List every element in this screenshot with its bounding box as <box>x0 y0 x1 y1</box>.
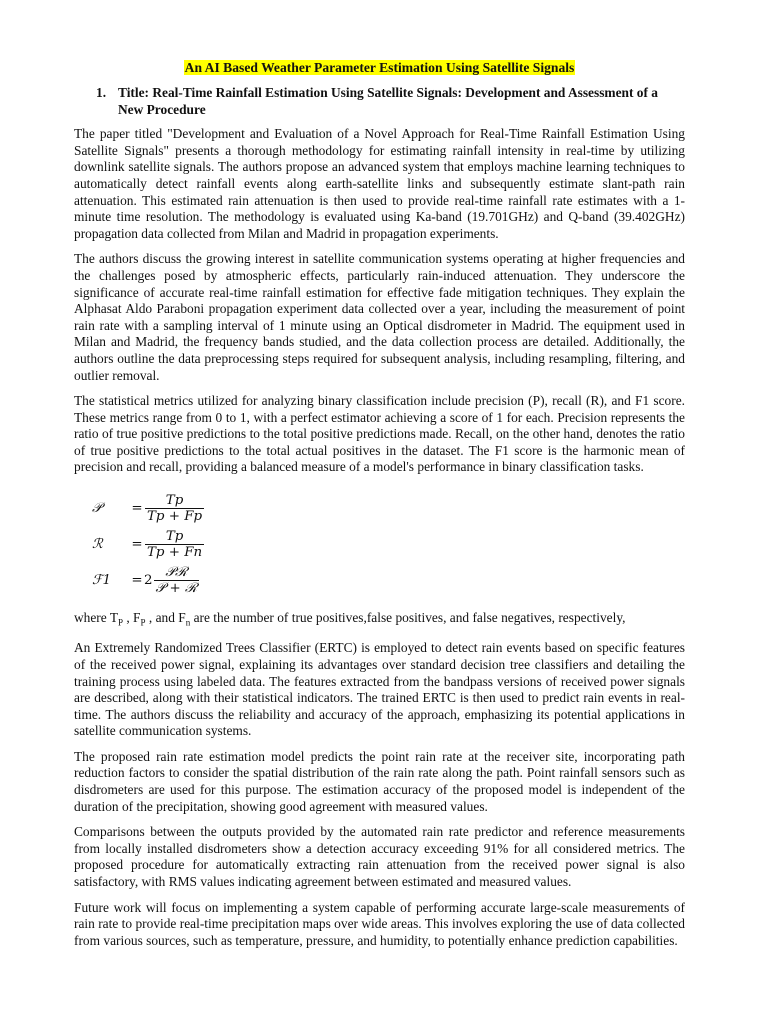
where-sub-fn: n <box>185 617 191 628</box>
document-title-text: An AI Based Weather Parameter Estimation Using Satellite Signals <box>184 60 575 75</box>
paragraph-ertc: An Extremely Randomized Trees Classifier (ERTC) is employed to detect rain events based on specific features of the received power signal, explaining its advantages over standard decision tree classifiers and detailing the training process using labeled data. The features extracted from the bandpass versions of received power signals are described, along with their statistical indicators. The trained ERTC is then used to predict rain events in real-time. The authors discuss the reliability and accuracy of the approach, emphasizing its potential applications in satellite communication systems. <box>74 640 685 739</box>
formula-fraction <box>145 493 204 524</box>
where-sub-tp: P <box>118 617 124 628</box>
formula-coefficient: 2 <box>144 572 153 588</box>
formula-equals: = <box>131 536 143 552</box>
formula-equals: = <box>131 500 143 516</box>
where-mid-1: , F <box>123 610 141 626</box>
formula-denominator: Tp + Fp <box>147 508 203 524</box>
document-page <box>74 52 685 958</box>
document-title <box>74 52 685 77</box>
formula-precision <box>92 490 685 526</box>
where-suffix: are the number of true positives,false positives, and false negatives, respectively, <box>190 610 626 626</box>
where-prefix: where T <box>74 610 118 626</box>
formula-fraction <box>145 529 204 560</box>
paragraph-background: The authors discuss the growing interest in satellite communication systems operating at higher frequencies and the challenges posed by atmospheric effects, particularly rain-induced attenuation. They underscore the significance of accurate real-time rainfall estimation for effective fade mitigation techniques. They explain the Alphasat Aldo Paraboni propagation experiment data collected over a year, including the measurement of point rain rate with a sampling interval of 1 minute using an Optical disdrometer in Madrid. The equipment used in Milan and Madrid, the frequency bands studied, and the data collection process are detailed. Additionally, the authors outline the data preprocessing steps required for subsequent analysis, including resampling, filtering, and outlier removal. <box>74 251 685 383</box>
formula-lhs: ℛ <box>92 536 103 552</box>
formula-definitions <box>74 610 685 631</box>
formula-lhs: 𝒫 <box>92 500 102 516</box>
formula-numerator: Tp <box>165 492 184 508</box>
formula-numerator: 𝒫ℛ <box>165 564 188 580</box>
where-sub-fp: P <box>140 617 146 628</box>
paragraph-rain-rate-model: The proposed rain rate estimation model predicts the point rain rate at the receiver site, incorporating path reduction factors to consider the spatial distribution of the rain rate along the path. Point rainfall sensors such as disdrometers are used for this purpose. The estimation accuracy of the proposed model is independent of the duration of the precipitation, showing good agreement with measured values. <box>74 748 685 814</box>
paragraph-comparisons: Comparisons between the outputs provided by the automated rain rate predictor and reference measurements from locally installed disdrometers show a detection accuracy exceeding 91% for all considered metrics. The proposed procedure for automatically extracting rain attenuation from the received power signal is also satisfactory, with RMS values indicating agreement between estimated and measured values. <box>74 824 685 890</box>
paragraph-future-work: Future work will focus on implementing a system capable of performing accurate large-scale measurements of rain rate to provide real-time precipitation maps over wide areas. This involves exploring the use of data collected from various sources, such as temperature, pressure, and humidity, to potentially enhance prediction capabilities. <box>74 899 685 948</box>
paragraph-intro: The paper titled "Development and Evaluation of a Novel Approach for Real-Time Rainfall Estimation Using Satellite Signals" presents a thorough methodology for estimating rainfall intensity in real-time by utilizing downlink satellite signals. The authors propose an advanced system that employs machine learning techniques to automatically detect rainfall events along earth-satellite links and subsequently estimate slant-path rain attenuation. This estimated rain attenuation is then used to provide real-time rainfall rate estimates with a 1-minute time resolution. The methodology is evaluated using Ka-band (19.701GHz) and Q-band (39.402GHz) propagation data collected from Milan and Madrid in propagation experiments. <box>74 126 685 241</box>
section-heading <box>96 85 685 118</box>
formula-block <box>92 490 685 598</box>
formula-recall <box>92 526 685 562</box>
formula-numerator: Tp <box>165 528 184 544</box>
paragraph-metrics: The statistical metrics utilized for analyzing binary classification include precision (P), recall (R), and F1 score. These metrics range from 0 to 1, with a perfect estimator achieving a score of 1 for each. Precision represents the ratio of true positive predictions to the total positive predictions made. Recall, on the other hand, denotes the ratio of true positive predictions to the total actual positives in the dataset. The F1 score is the harmonic mean of precision and recall, providing a balanced measure of a model's performance in binary classification tasks. <box>74 393 685 475</box>
section-number: 1. <box>96 85 107 100</box>
formula-denominator: Tp + Fn <box>147 544 203 560</box>
formula-denominator: 𝒫 + ℛ <box>155 580 198 596</box>
section-heading-text: Title: Real-Time Rainfall Estimation Using Satellite Signals: Development and Assessment of a New Procedure <box>118 85 658 117</box>
formula-fraction <box>154 565 200 596</box>
formula-equals: = <box>131 572 143 588</box>
formula-f1 <box>92 562 685 598</box>
formula-lhs: ℱ1 <box>92 572 112 588</box>
where-mid-2: , and F <box>145 610 186 626</box>
